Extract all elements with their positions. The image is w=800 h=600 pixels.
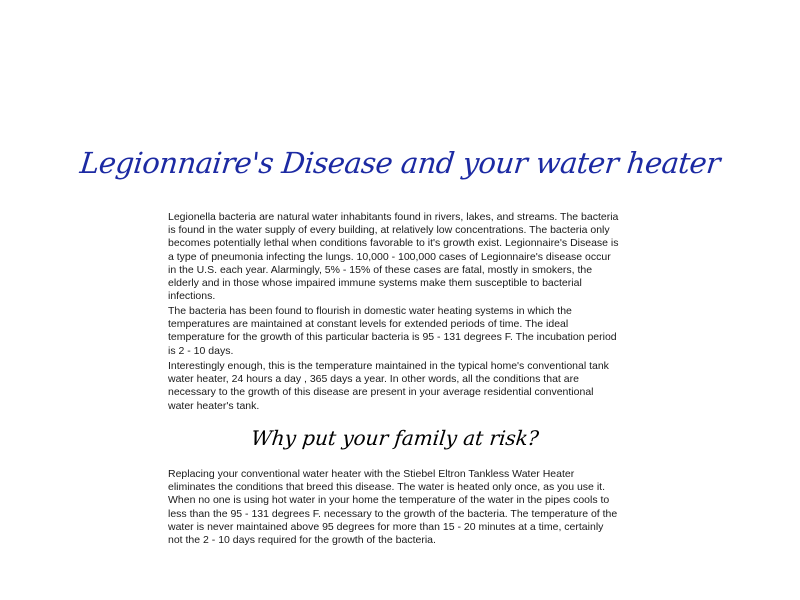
paragraph-bacteria-growth: The bacteria has been found to flourish in domestic water heating systems in which the temperatures are maintained at constant levels for extended periods of time. The ideal temperature for the growth of this particular bacteria is 95 - 131 degrees F. The incubation period is 2 - 10 days. (168, 305, 617, 357)
page-title: Legionnaire's Disease and your water heater (78, 146, 722, 180)
paragraph-legionella-intro: Legionella bacteria are natural water inhabitants found in rivers, lakes, and streams. The bacteria is found in the water supply of every building, at relatively low concentrations. The bacteria only becomes potentially lethal when conditions favorable to it's growth exist. Legionnaire's Disease is a type of pneumonia infecting the lungs. 10,000 - 100,000 cases of Legionnaire's disease occur in the U.S. each year. Alarmingly, 5% - 15% of these cases are fatal, mostly in smokers, the elderly and in those whose impaired immune systems make them susceptible to bacterial infections. (168, 211, 619, 303)
paragraph-tank-temperature: Interestingly enough, this is the temperature maintained in the typical home's conventional tank water heater, 24 hours a day , 365 days a year. In other words, all the conditions that are necessary to the growth of this disease are present in your average residential conventional water heater's tank. (168, 360, 609, 412)
section-subtitle: Why put your family at risk? (250, 426, 540, 450)
paragraph-tankless-solution: Replacing your conventional water heater with the Stiebel Eltron Tankless Water Heater eliminates the conditions that breed this disease. The water is heated only once, as you use it. When no one is using hot water in your home the temperature of the water in the pipes cools to less than the 95 - 131 degrees F. necessary to the growth of the bacteria. The temperature of the water is never maintained above 95 degrees for more than 15 - 20 minutes at a time, certainly not the 2 - 10 days required for the growth of the bacteria. (168, 468, 618, 547)
